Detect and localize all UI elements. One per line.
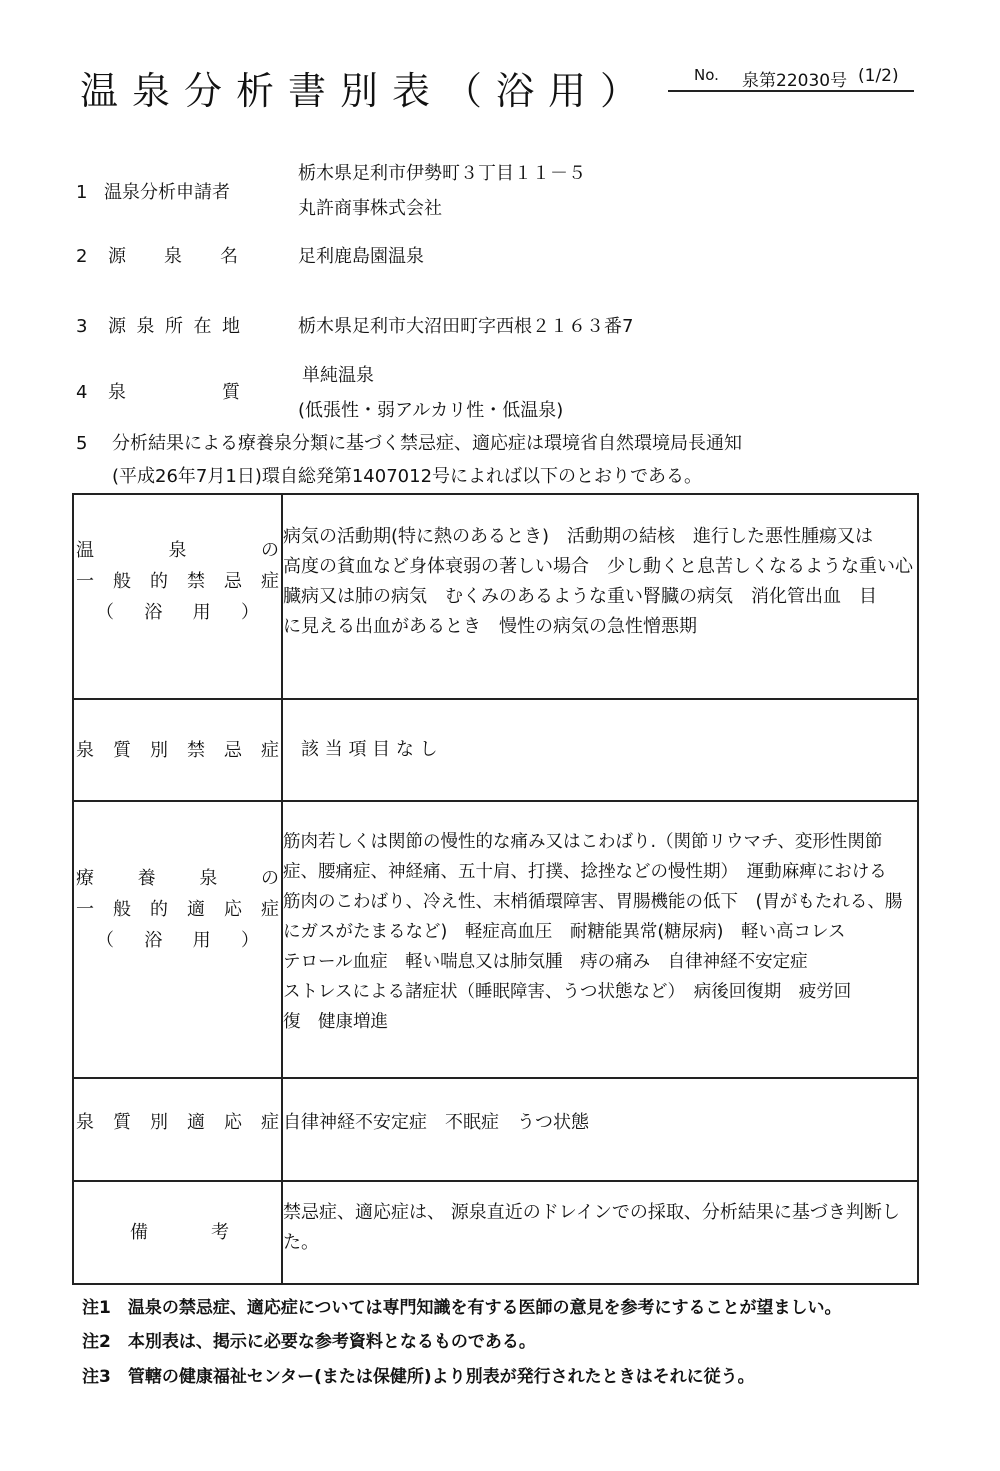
- item-2-label: [108, 246, 238, 268]
- label-char: 応: [224, 899, 242, 920]
- table-row-remarks: [73, 1181, 918, 1284]
- document-number: [668, 66, 914, 92]
- value-line: に見える出血があるとき 慢性の病気の急性憎悪期: [283, 615, 697, 637]
- label-line: [74, 566, 281, 597]
- label-char: 泉: [108, 382, 126, 403]
- row-label: [73, 699, 282, 801]
- label-char: 一: [76, 899, 94, 920]
- value-line: 復 健康増進: [283, 1011, 388, 1032]
- value-line: テロール血症 軽い喘息又は肺気腫 痔の痛み 自律神経不安定症: [283, 951, 808, 972]
- label-char: 症: [261, 899, 279, 920]
- label-char: 源: [108, 246, 126, 267]
- label-line: [74, 925, 281, 956]
- label-char: （: [96, 930, 114, 951]
- value-line: 筋肉のこわばり、冷え性、末梢循環障害、胃腸機能の低下 (胃がもたれる、腸: [283, 891, 903, 912]
- label-char: ）: [240, 930, 259, 951]
- row-value: [282, 494, 918, 699]
- label-char: 泉: [199, 868, 218, 889]
- table-row-quality-indications: [73, 1078, 918, 1181]
- item-2-number: 2: [76, 246, 88, 267]
- value-line: にガスがたまるなど) 軽症高血圧 耐糖能異常(糖尿病) 軽い高コレス: [283, 921, 846, 942]
- table-row-general-contraindications: [73, 494, 918, 699]
- label-char: 備: [130, 1222, 148, 1243]
- label-line: [74, 1107, 281, 1138]
- item-3-label: [108, 316, 240, 338]
- note-1: 注1 温泉の禁忌症、適応症については専門知識を有する医師の意見を参考にすることが望ましい。: [82, 1298, 842, 1318]
- indications-table: [72, 493, 919, 1285]
- row-label: [73, 1078, 282, 1181]
- value-line: 病気の活動期(特に熱のあるとき) 活動期の結核 進行した悪性腫瘍又は: [283, 525, 874, 547]
- item-3-location: 栃木県足利市大沼田町字西根２１６３番7: [298, 316, 634, 337]
- label-char: の: [260, 868, 279, 889]
- item-5-text-line1: 分析結果による療養泉分類に基づく禁忌症、適応症は環境省自然環境局長通知: [112, 433, 742, 454]
- label-char: 泉: [164, 246, 182, 267]
- label-char: 温: [76, 540, 94, 561]
- label-char: 泉: [76, 739, 94, 761]
- item-1-number: 1: [76, 182, 88, 203]
- row-label: [73, 801, 282, 1078]
- label-line: [74, 894, 281, 925]
- value-line: 高度の貧血など身体衰弱の著しい場合 少し動くと息苦しくなるような重い心: [283, 555, 913, 577]
- label-line: [74, 1217, 281, 1248]
- label-char: 的: [150, 899, 168, 920]
- label-char: 用: [192, 602, 211, 623]
- note-3: 注3 管轄の健康福祉センター(または保健所)より別表が発行されたときはそれに従う。: [82, 1367, 755, 1387]
- label-char: 的: [150, 571, 168, 592]
- value-line: 自律神経不安定症 不眠症 うつ状態: [283, 1111, 589, 1133]
- label-line: [74, 735, 281, 766]
- value-line: ストレスによる諸症状（睡眠障害、うつ状態など） 病後回復期 疲労回: [283, 981, 852, 1002]
- doc-no-label: No.: [694, 66, 719, 84]
- item-4-number: 4: [76, 382, 88, 403]
- label-char: 名: [220, 246, 238, 267]
- label-char: 泉: [168, 540, 187, 561]
- item-4-quality-detail: (低張性・弱アルカリ性・低温泉): [298, 400, 564, 421]
- label-char: 症: [261, 1112, 279, 1133]
- label-char: 般: [113, 571, 131, 592]
- label-char: 用: [192, 930, 211, 951]
- item-4-label: [108, 382, 240, 404]
- table-row-quality-contraindications: [73, 699, 918, 801]
- label-char: 所: [165, 316, 183, 337]
- item-4-quality: 単純温泉: [302, 365, 374, 386]
- page-title: 温泉分析書別表（浴用）: [80, 69, 653, 113]
- item-5-text-line2: (平成26年7月1日)環自総発第1407012号によれば以下のとおりである。: [112, 466, 703, 487]
- label-char: 浴: [144, 930, 163, 951]
- label-char: 般: [113, 899, 131, 920]
- label-char: 地: [222, 316, 240, 337]
- row-value: [282, 1181, 918, 1284]
- row-label: [73, 494, 282, 699]
- label-char: （: [96, 602, 114, 623]
- label-char: 療: [76, 868, 94, 889]
- label-char: 養: [137, 868, 156, 889]
- value-line: 筋肉若しくは関節の慢性的な痛み又はこわばり.（関節リウマチ、変形性関節: [283, 831, 883, 852]
- item-2-spring-name: 足利鹿島園温泉: [298, 246, 424, 267]
- row-value: [282, 1078, 918, 1181]
- label-char: ）: [240, 602, 259, 623]
- row-value: [282, 699, 918, 801]
- value-line: 症、腰痛症、神経痛、五十肩、打撲、捻挫などの慢性期） 運動麻痺における: [283, 861, 887, 882]
- label-char: の: [261, 540, 279, 561]
- label-char: 源: [108, 316, 126, 337]
- label-char: 忌: [224, 571, 242, 592]
- doc-page: (1/2): [858, 66, 899, 86]
- label-char: 応: [224, 1112, 242, 1133]
- label-char: 禁: [187, 739, 205, 761]
- value-line: た。: [283, 1231, 319, 1253]
- note-2: 注2 本別表は、掲示に必要な参考資料となるものである。: [82, 1332, 536, 1352]
- item-1-label: 温泉分析申請者: [104, 182, 230, 203]
- label-char: 忌: [224, 739, 242, 761]
- row-label: [73, 1181, 282, 1284]
- label-char: 症: [261, 571, 279, 592]
- label-line: [74, 863, 281, 894]
- item-1-address: 栃木県足利市伊勢町３丁目１１－５: [298, 163, 586, 184]
- label-char: 別: [150, 1112, 168, 1133]
- item-5-number: 5: [76, 433, 88, 454]
- item-3-number: 3: [76, 316, 88, 337]
- value-line: 禁忌症、適応症は、 源泉直近のドレインでの採取、分析結果に基づき判断し: [283, 1201, 900, 1223]
- value-line: 臓病又は肺の病気 むくみのあるような重い腎臓の病気 消化管出血 目: [283, 585, 877, 607]
- label-char: 泉: [76, 1112, 94, 1133]
- label-char: 別: [150, 739, 168, 761]
- label-char: 考: [211, 1222, 229, 1243]
- label-char: 浴: [144, 602, 163, 623]
- doc-no-value: 泉第22030号: [742, 71, 848, 91]
- label-char: 症: [261, 739, 279, 761]
- label-char: 在: [193, 316, 212, 337]
- label-char: 禁: [187, 571, 205, 592]
- label-char: 適: [187, 1112, 205, 1133]
- label-char: 一: [76, 571, 94, 592]
- label-char: 質: [222, 382, 240, 403]
- label-line: [74, 597, 281, 628]
- item-1-company: 丸許商事株式会社: [298, 198, 442, 219]
- label-char: 適: [187, 899, 205, 920]
- label-line: [74, 535, 281, 566]
- label-char: 泉: [136, 316, 155, 337]
- label-char: 質: [113, 739, 131, 761]
- table-row-general-indications: [73, 801, 918, 1078]
- row-value: [282, 801, 918, 1078]
- value-line: 該 当 項 目 な し: [301, 739, 438, 760]
- label-char: 質: [113, 1112, 131, 1133]
